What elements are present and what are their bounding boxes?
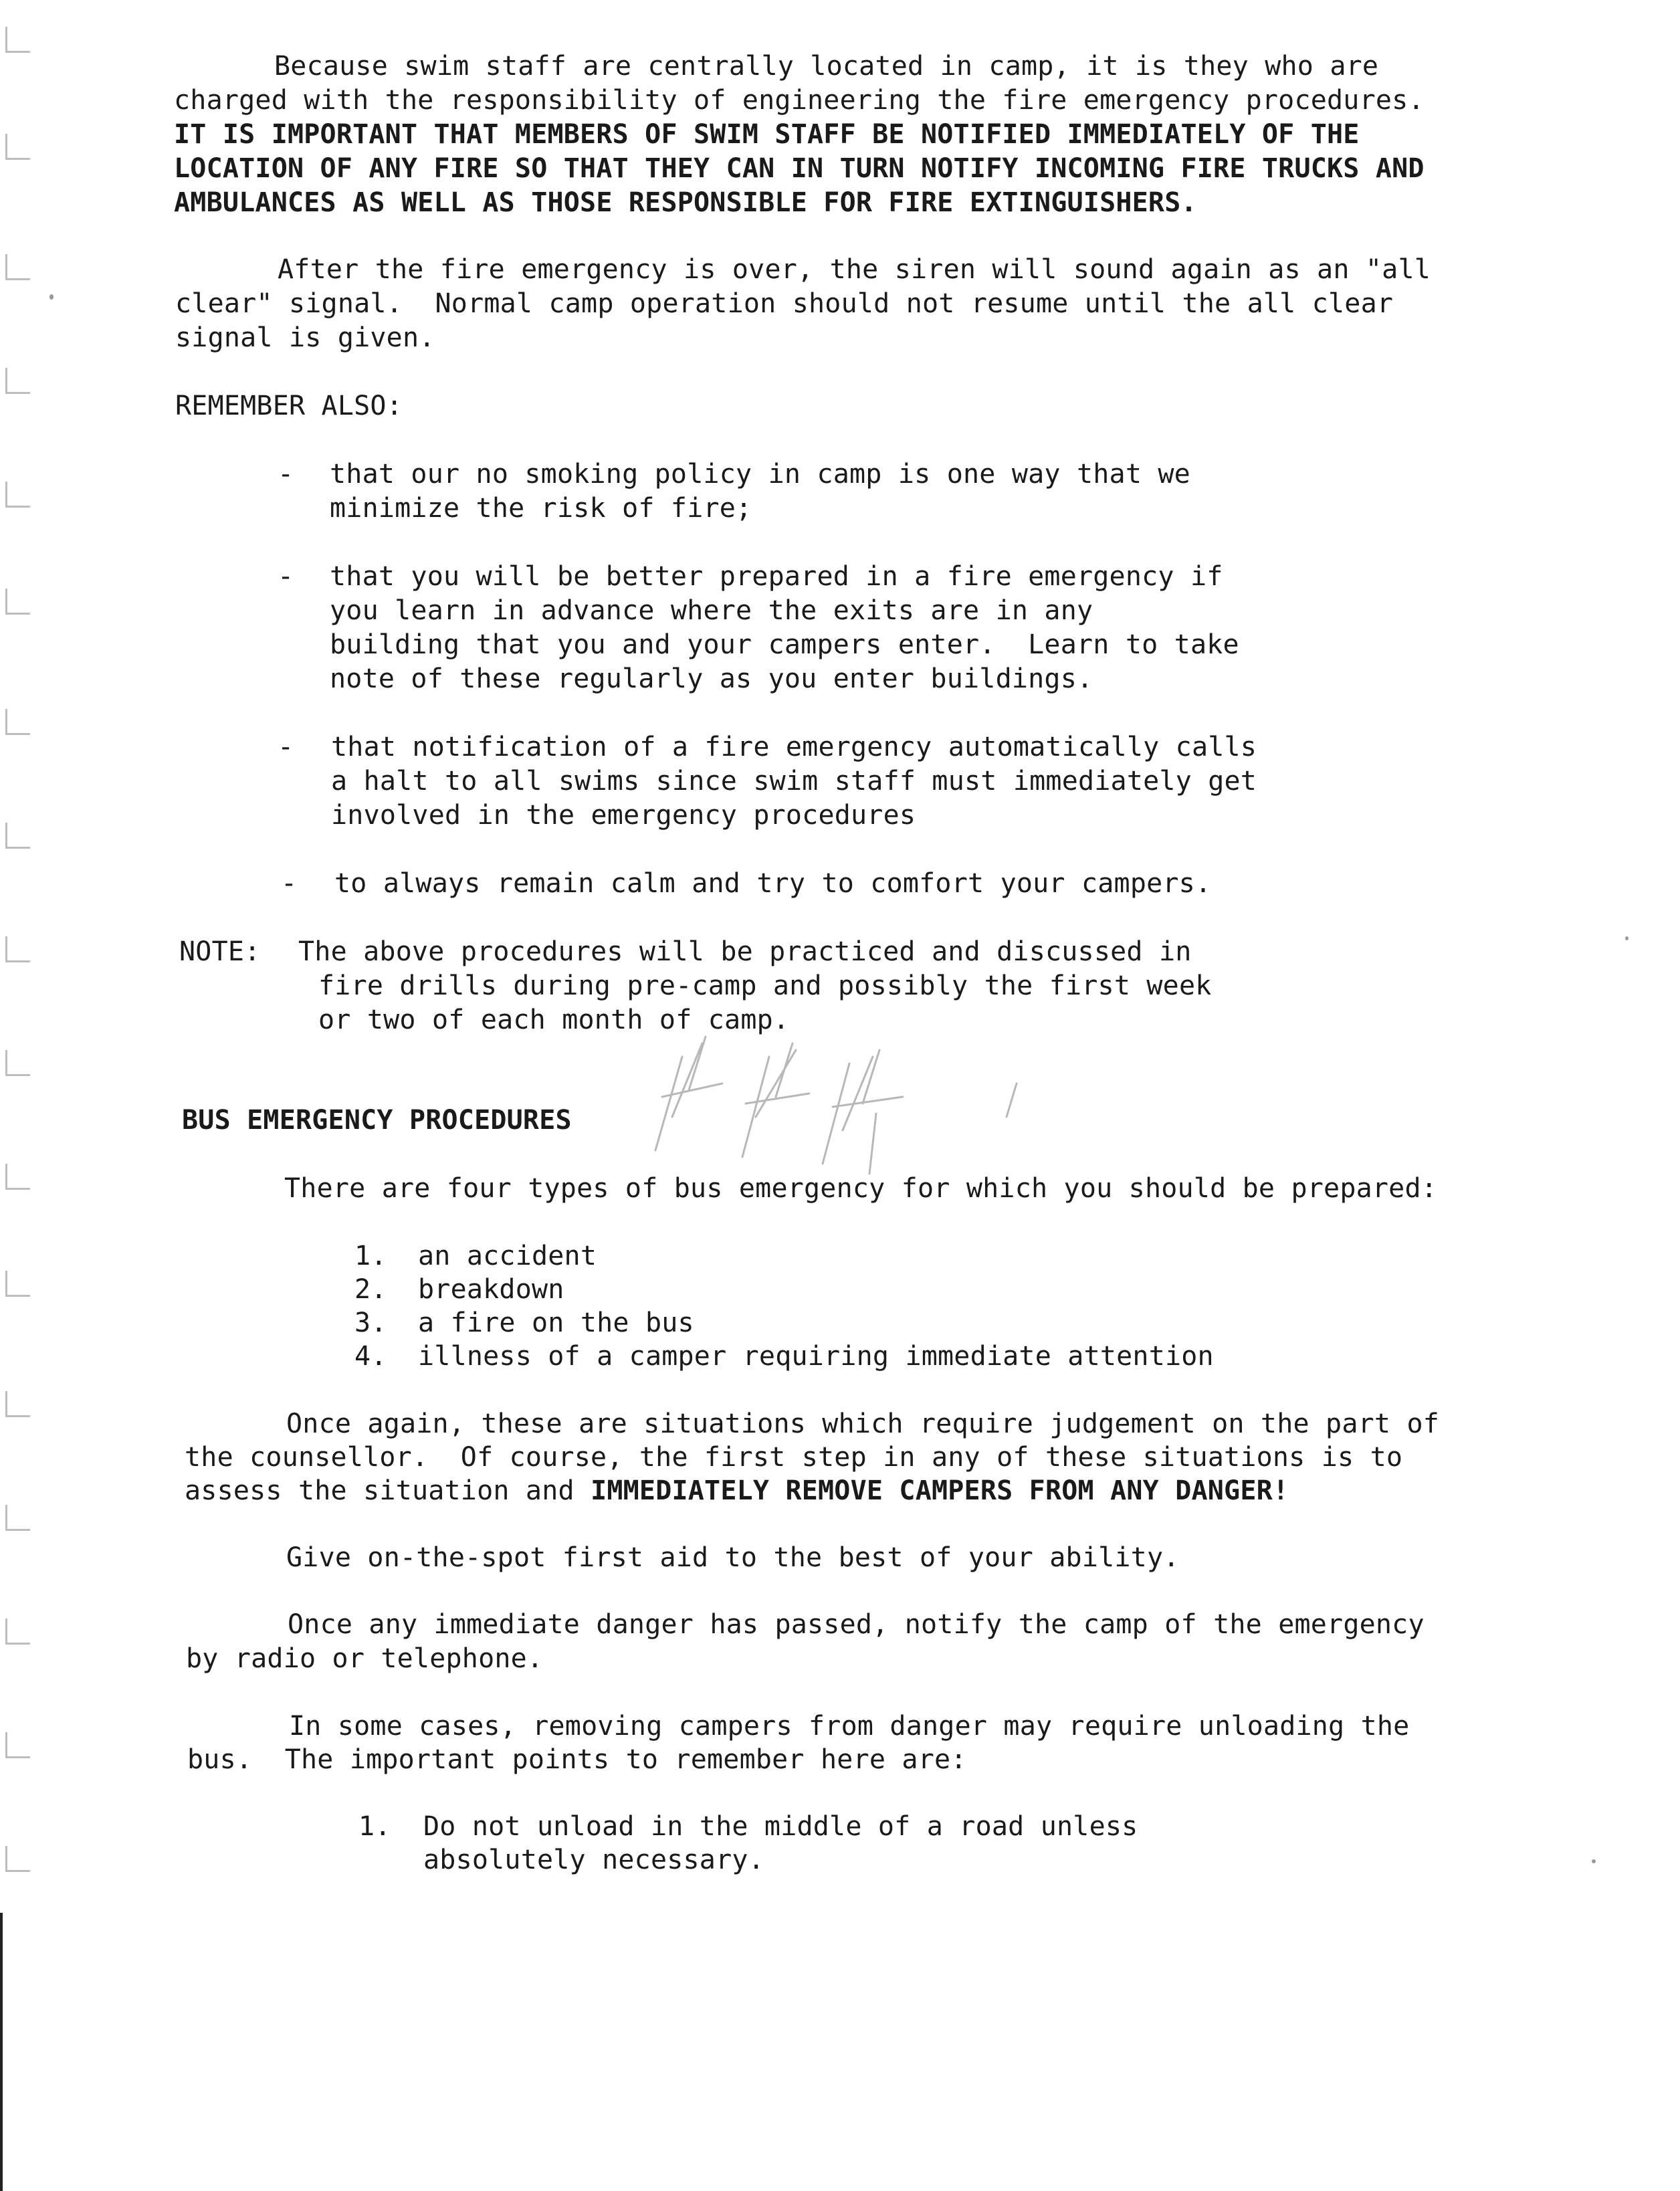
scan-speck xyxy=(49,294,54,300)
scan-edge-shadow xyxy=(0,1913,3,2191)
scan-margin-marks xyxy=(0,0,40,1940)
para2-line2: clear" signal. Normal camp operation should not resume until the all clear xyxy=(175,288,1394,319)
bus-type-text-2: breakdown xyxy=(418,1274,564,1305)
notify-line2: by radio or telephone. xyxy=(186,1643,544,1674)
remember-item-1-line1: that our no smoking policy in camp is one way that we xyxy=(330,459,1190,490)
scan-speck xyxy=(1625,936,1629,940)
note-line2: fire drills during pre-camp and possibly the first week xyxy=(318,970,1212,1001)
bus-type-text-3: a fire on the bus xyxy=(418,1308,694,1338)
judgement-line1: Once again, these are situations which require judgement on the part of xyxy=(286,1408,1440,1439)
scan-speck xyxy=(1592,1859,1596,1863)
judgement-line3-plain: assess the situation and xyxy=(185,1475,591,1506)
para2-line3: signal is given. xyxy=(175,322,435,353)
remember-item-2-line2: you learn in advance where the exits are in any xyxy=(330,595,1093,626)
bus-type-num-3: 3. xyxy=(354,1308,387,1338)
bus-intro: There are four types of bus emergency for which you should be prepared: xyxy=(284,1173,1438,1204)
para1-bold-line3: AMBULANCES AS WELL AS THOSE RESPONSIBLE FOR FIRE EXTINGUISHERS. xyxy=(174,187,1197,218)
note-label: NOTE: xyxy=(179,936,261,967)
remember-item-2-line1: that you will be better prepared in a fire emergency if xyxy=(330,561,1223,592)
judgement-line3-bold: IMMEDIATELY REMOVE CAMPERS FROM ANY DANGER! xyxy=(591,1475,1289,1506)
bus-type-num-4: 4. xyxy=(354,1341,387,1372)
remember-item-3-line3: involved in the emergency procedures xyxy=(331,800,916,831)
bus-type-text-1: an accident xyxy=(418,1241,597,1271)
remember-heading: REMEMBER ALSO: xyxy=(175,391,403,421)
para1-bold-line1: IT IS IMPORTANT THAT MEMBERS OF SWIM STAFF BE NOTIFIED IMMEDIATELY OF THE xyxy=(174,119,1360,150)
para1-bold-line2: LOCATION OF ANY FIRE SO THAT THEY CAN IN TURN NOTIFY INCOMING FIRE TRUCKS AND xyxy=(174,153,1425,184)
remember-item-2-line3: building that you and your campers enter. Learn to take xyxy=(330,629,1239,660)
remember-item-3-line1: that notification of a fire emergency automatically calls xyxy=(331,732,1257,762)
remember-item-4-line1: to always remain calm and try to comfort your campers. xyxy=(334,868,1212,899)
bus-type-text-4: illness of a camper requiring immediate attention xyxy=(418,1341,1214,1372)
remember-dash-2: - xyxy=(278,561,294,592)
para1-line2: charged with the responsibility of engineering the fire emergency procedures. xyxy=(174,85,1425,116)
bus-type-num-1: 1. xyxy=(354,1241,387,1271)
unload-point-num-1: 1. xyxy=(358,1811,391,1842)
note-line1: The above procedures will be practiced and discussed in xyxy=(298,936,1192,967)
bus-emergency-heading: BUS EMERGENCY PROCEDURES xyxy=(182,1105,572,1136)
unload-line2: bus. The important points to remember here are: xyxy=(187,1744,967,1775)
judgement-line3 xyxy=(185,1474,1289,1508)
remember-item-1-line2: minimize the risk of fire; xyxy=(330,493,752,524)
unload-line1: In some cases, removing campers from danger may require unloading the xyxy=(289,1711,1410,1742)
judgement-line2: the counsellor. Of course, the first step in any of these situations is to xyxy=(185,1442,1403,1473)
note-line3: or two of each month of camp. xyxy=(318,1005,790,1035)
para1-line1: Because swim staff are centrally located in camp, it is they who are xyxy=(274,51,1379,82)
notify-line1: Once any immediate danger has passed, notify the camp of the emergency xyxy=(288,1609,1425,1640)
bus-type-num-2: 2. xyxy=(354,1274,387,1305)
pencil-scribble-marks xyxy=(642,1017,1110,1177)
remember-dash-4: - xyxy=(281,868,298,899)
para2-line1: After the fire emergency is over, the siren will sound again as an "all xyxy=(278,254,1431,285)
unload-point-1-line2: absolutely necessary. xyxy=(423,1845,764,1875)
remember-item-2-line4: note of these regularly as you enter buildings. xyxy=(330,663,1093,694)
remember-dash-3: - xyxy=(278,732,294,762)
remember-item-3-line2: a halt to all swims since swim staff must immediately get xyxy=(331,766,1257,797)
unload-point-1-line1: Do not unload in the middle of a road unless xyxy=(423,1811,1138,1842)
remember-dash-1: - xyxy=(278,459,294,490)
first-aid-line: Give on-the-spot first aid to the best of your ability. xyxy=(286,1542,1180,1573)
